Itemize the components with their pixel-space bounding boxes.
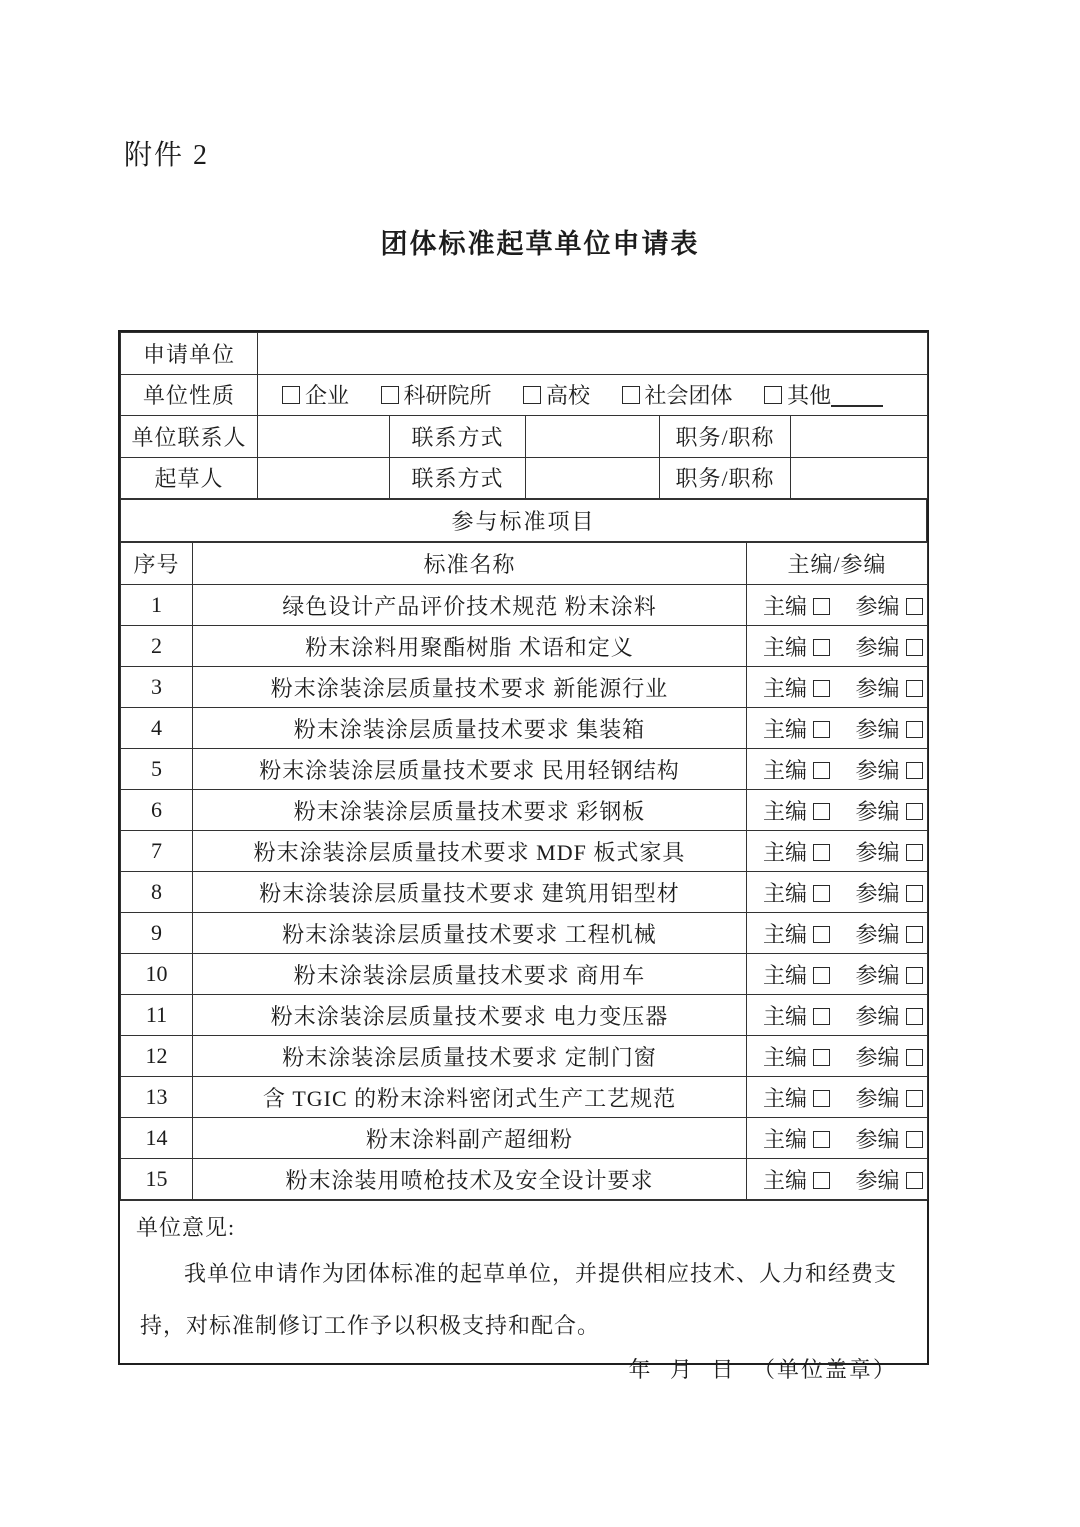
participant-editor-option — [856, 877, 923, 908]
participant-editor-checkbox[interactable] — [906, 721, 923, 738]
social-group-label: 社会团体 — [644, 383, 733, 409]
participant-editor-checkbox[interactable] — [906, 762, 923, 779]
chief-editor-option — [763, 795, 830, 826]
chief-editor-option — [763, 1164, 830, 1195]
chief-editor-checkbox[interactable] — [813, 1090, 830, 1107]
participant-editor-option — [856, 959, 923, 990]
project-standard-name: 粉末涂料副产超细粉 — [193, 1118, 747, 1159]
project-row-number: 6 — [121, 790, 193, 831]
participant-editor-checkbox[interactable] — [906, 680, 923, 697]
project-standard-name: 粉末涂装涂层质量技术要求 商用车 — [193, 954, 747, 995]
participant-editor-label: 参编 — [855, 1126, 900, 1152]
chief-editor-label: 主编 — [763, 675, 808, 701]
project-row-number: 7 — [121, 831, 193, 872]
opinion-date-line: 年 月 日 （单位盖章） — [628, 1357, 897, 1383]
participant-editor-label: 参编 — [855, 1003, 900, 1029]
project-row — [121, 585, 928, 626]
other-label: 其他 — [787, 383, 832, 409]
project-role-cell — [747, 995, 928, 1036]
section-title-row — [121, 500, 927, 542]
option-university — [523, 379, 590, 410]
chief-editor-label: 主编 — [763, 1003, 808, 1029]
col-header-role: 主编/参编 — [747, 543, 928, 585]
project-standard-name: 粉末涂装涂层质量技术要求 建筑用铝型材 — [193, 872, 747, 913]
col-header-name: 标准名称 — [193, 543, 747, 585]
chief-editor-label: 主编 — [763, 921, 808, 947]
participant-editor-label: 参编 — [855, 675, 900, 701]
enterprise-label: 企业 — [305, 383, 350, 409]
participant-editor-option — [856, 1082, 923, 1113]
participant-editor-label: 参编 — [855, 593, 900, 619]
project-standard-name: 粉末涂装涂层质量技术要求 定制门窗 — [193, 1036, 747, 1077]
chief-editor-checkbox[interactable] — [813, 680, 830, 697]
option-enterprise — [282, 379, 349, 410]
option-social-group — [622, 379, 733, 410]
projects-table — [120, 542, 928, 1200]
participant-editor-checkbox[interactable] — [906, 1049, 923, 1066]
chief-editor-label: 主编 — [763, 962, 808, 988]
chief-editor-option — [763, 713, 830, 744]
chief-editor-option — [763, 672, 830, 703]
participant-editor-label: 参编 — [855, 798, 900, 824]
participant-editor-label: 参编 — [855, 1167, 900, 1193]
participant-editor-option — [856, 795, 923, 826]
project-role-cell — [747, 749, 928, 790]
chief-editor-label: 主编 — [763, 839, 808, 865]
participant-editor-checkbox[interactable] — [906, 967, 923, 984]
participant-editor-label: 参编 — [855, 921, 900, 947]
participant-editor-option — [856, 1164, 923, 1195]
participant-editor-checkbox[interactable] — [906, 803, 923, 820]
chief-editor-checkbox[interactable] — [813, 598, 830, 615]
project-row-number: 12 — [121, 1036, 193, 1077]
project-row — [121, 995, 928, 1036]
participant-editor-checkbox[interactable] — [906, 885, 923, 902]
participant-editor-label: 参编 — [855, 1085, 900, 1111]
participant-editor-label: 参编 — [855, 757, 900, 783]
project-role-cell — [747, 872, 928, 913]
chief-editor-option — [763, 959, 830, 990]
participant-editor-label: 参编 — [855, 839, 900, 865]
unit-nature-options — [258, 374, 928, 416]
project-role-cell — [747, 708, 928, 749]
university-checkbox[interactable] — [523, 386, 541, 404]
opinion-body-text: 我单位申请作为团体标准的起草单位，并提供相应技术、人力和经费支持，对标准制修订工作予以积极支持和配合。 — [140, 1261, 898, 1338]
attachment-label: 附件 2 — [124, 140, 210, 171]
project-standard-name: 粉末涂装涂层质量技术要求 新能源行业 — [193, 667, 747, 708]
chief-editor-option — [763, 836, 830, 867]
project-row — [121, 1118, 928, 1159]
project-row — [121, 667, 928, 708]
drafter-label: 起草人 — [121, 457, 258, 499]
chief-editor-option — [763, 877, 830, 908]
project-role-cell — [747, 1077, 928, 1118]
project-role-cell — [747, 667, 928, 708]
applicant-unit-row — [121, 333, 928, 375]
participant-editor-checkbox[interactable] — [906, 1131, 923, 1148]
project-row-number: 13 — [121, 1077, 193, 1118]
chief-editor-checkbox[interactable] — [813, 762, 830, 779]
project-standard-name: 绿色设计产品评价技术规范 粉末涂料 — [193, 585, 747, 626]
project-row-number: 14 — [121, 1118, 193, 1159]
participant-editor-option — [856, 1123, 923, 1154]
projects-header-row — [121, 543, 928, 585]
chief-editor-label: 主编 — [763, 1126, 808, 1152]
chief-editor-label: 主编 — [763, 1085, 808, 1111]
project-role-cell — [747, 585, 928, 626]
project-row-number: 2 — [121, 626, 193, 667]
project-row-number: 4 — [121, 708, 193, 749]
participant-editor-checkbox[interactable] — [906, 598, 923, 615]
participant-editor-option — [856, 631, 923, 662]
project-row — [121, 708, 928, 749]
university-label: 高校 — [546, 383, 591, 409]
participant-editor-option — [856, 1000, 923, 1031]
chief-editor-label: 主编 — [763, 634, 808, 660]
unit-nature-label: 单位性质 — [121, 374, 258, 416]
project-role-cell — [747, 831, 928, 872]
chief-editor-option — [763, 590, 830, 621]
participant-editor-checkbox[interactable] — [906, 639, 923, 656]
project-row — [121, 1036, 928, 1077]
project-role-cell — [747, 626, 928, 667]
project-standard-name: 粉末涂装涂层质量技术要求 集装箱 — [193, 708, 747, 749]
project-row — [121, 913, 928, 954]
participant-editor-checkbox[interactable] — [906, 1172, 923, 1189]
participant-editor-label: 参编 — [855, 716, 900, 742]
project-standard-name: 含 TGIC 的粉末涂料密闭式生产工艺规范 — [193, 1077, 747, 1118]
project-standard-name: 粉末涂装涂层质量技术要求 彩钢板 — [193, 790, 747, 831]
research-institute-checkbox[interactable] — [381, 386, 399, 404]
participant-editor-option — [856, 918, 923, 949]
unit-opinion-section — [120, 1200, 927, 1383]
chief-editor-checkbox[interactable] — [813, 721, 830, 738]
chief-editor-label: 主编 — [763, 798, 808, 824]
project-standard-name: 粉末涂装涂层质量技术要求 民用轻钢结构 — [193, 749, 747, 790]
other-checkbox[interactable] — [764, 386, 782, 404]
project-row — [121, 872, 928, 913]
research-institute-label: 科研院所 — [403, 383, 492, 409]
chief-editor-option — [763, 1082, 830, 1113]
projects-section-title: 参与标准项目 — [121, 500, 927, 542]
chief-editor-checkbox[interactable] — [813, 639, 830, 656]
application-form — [118, 330, 929, 1383]
applicant-unit-input[interactable] — [258, 333, 928, 375]
project-row-number: 15 — [121, 1159, 193, 1200]
chief-editor-label: 主编 — [763, 1167, 808, 1193]
opinion-label: 单位意见: — [136, 1215, 236, 1240]
chief-editor-checkbox[interactable] — [813, 885, 830, 902]
project-row-number: 8 — [121, 872, 193, 913]
chief-editor-checkbox[interactable] — [813, 803, 830, 820]
applicant-info-table — [120, 332, 928, 499]
chief-editor-label: 主编 — [763, 1044, 808, 1070]
project-standard-name: 粉末涂料用聚酯树脂 术语和定义 — [193, 626, 747, 667]
participant-editor-label: 参编 — [855, 880, 900, 906]
participant-editor-checkbox[interactable] — [906, 926, 923, 943]
chief-editor-option — [763, 918, 830, 949]
chief-editor-checkbox[interactable] — [813, 1172, 830, 1189]
chief-editor-label: 主编 — [763, 593, 808, 619]
option-other — [764, 379, 883, 410]
unit-contact-input[interactable] — [258, 416, 390, 458]
chief-editor-option — [763, 631, 830, 662]
project-row — [121, 749, 928, 790]
chief-editor-option — [763, 1123, 830, 1154]
project-row — [121, 954, 928, 995]
participant-editor-option — [856, 672, 923, 703]
social-group-checkbox[interactable] — [622, 386, 640, 404]
project-row-number: 1 — [121, 585, 193, 626]
page-title: 团体标准起草单位申请表 — [380, 229, 700, 259]
project-row-number: 3 — [121, 667, 193, 708]
unit-contact-row — [121, 416, 928, 458]
chief-editor-checkbox[interactable] — [813, 926, 830, 943]
chief-editor-checkbox[interactable] — [813, 967, 830, 984]
project-role-cell — [747, 954, 928, 995]
unit-nature-row — [121, 374, 928, 416]
participant-editor-option — [856, 754, 923, 785]
chief-editor-checkbox[interactable] — [813, 1008, 830, 1025]
participant-editor-checkbox[interactable] — [906, 1090, 923, 1107]
project-role-cell — [747, 1118, 928, 1159]
project-standard-name: 粉末涂装涂层质量技术要求 电力变压器 — [193, 995, 747, 1036]
project-standard-name: 粉末涂装用喷枪技术及安全设计要求 — [193, 1159, 747, 1200]
project-row — [121, 1077, 928, 1118]
chief-editor-label: 主编 — [763, 757, 808, 783]
project-row-number: 11 — [121, 995, 193, 1036]
participant-editor-label: 参编 — [855, 634, 900, 660]
section-title-table — [120, 499, 927, 542]
participant-editor-option — [856, 590, 923, 621]
project-role-cell — [747, 1036, 928, 1077]
participant-editor-label: 参编 — [855, 1044, 900, 1070]
project-row-number: 5 — [121, 749, 193, 790]
unit-contact-label: 单位联系人 — [121, 416, 258, 458]
drafter-contact-method-label: 联系方式 — [390, 457, 526, 499]
project-row — [121, 626, 928, 667]
chief-editor-option — [763, 754, 830, 785]
applicant-unit-label: 申请单位 — [121, 333, 258, 375]
project-standard-name: 粉末涂装涂层质量技术要求 MDF 板式家具 — [193, 831, 747, 872]
participant-editor-checkbox[interactable] — [906, 1008, 923, 1025]
project-row-number: 9 — [121, 913, 193, 954]
project-row — [121, 790, 928, 831]
project-row — [121, 1159, 928, 1200]
project-row-number: 10 — [121, 954, 193, 995]
drafter-contact-method-input[interactable] — [526, 457, 660, 499]
other-blank-input[interactable] — [831, 385, 883, 407]
chief-editor-option — [763, 1000, 830, 1031]
participant-editor-label: 参编 — [855, 962, 900, 988]
project-row — [121, 831, 928, 872]
contact-method-label: 联系方式 — [390, 416, 526, 458]
drafter-position-title-label: 职务/职称 — [660, 457, 791, 499]
chief-editor-label: 主编 — [763, 716, 808, 742]
participant-editor-option — [856, 836, 923, 867]
option-research-institute — [381, 379, 492, 410]
position-title-input[interactable] — [791, 416, 928, 458]
project-role-cell — [747, 913, 928, 954]
drafter-input[interactable] — [258, 457, 390, 499]
participant-editor-checkbox[interactable] — [906, 844, 923, 861]
col-header-index: 序号 — [121, 543, 193, 585]
chief-editor-checkbox[interactable] — [813, 1131, 830, 1148]
project-role-cell — [747, 790, 928, 831]
chief-editor-label: 主编 — [763, 880, 808, 906]
participant-editor-option — [856, 713, 923, 744]
position-title-label: 职务/职称 — [660, 416, 791, 458]
contact-method-input[interactable] — [526, 416, 660, 458]
chief-editor-checkbox[interactable] — [813, 844, 830, 861]
drafter-position-title-input[interactable] — [791, 457, 928, 499]
drafter-row — [121, 457, 928, 499]
enterprise-checkbox[interactable] — [282, 386, 300, 404]
project-standard-name: 粉末涂装涂层质量技术要求 工程机械 — [193, 913, 747, 954]
chief-editor-option — [763, 1041, 830, 1072]
chief-editor-checkbox[interactable] — [813, 1049, 830, 1066]
project-role-cell — [747, 1159, 928, 1200]
participant-editor-option — [856, 1041, 923, 1072]
